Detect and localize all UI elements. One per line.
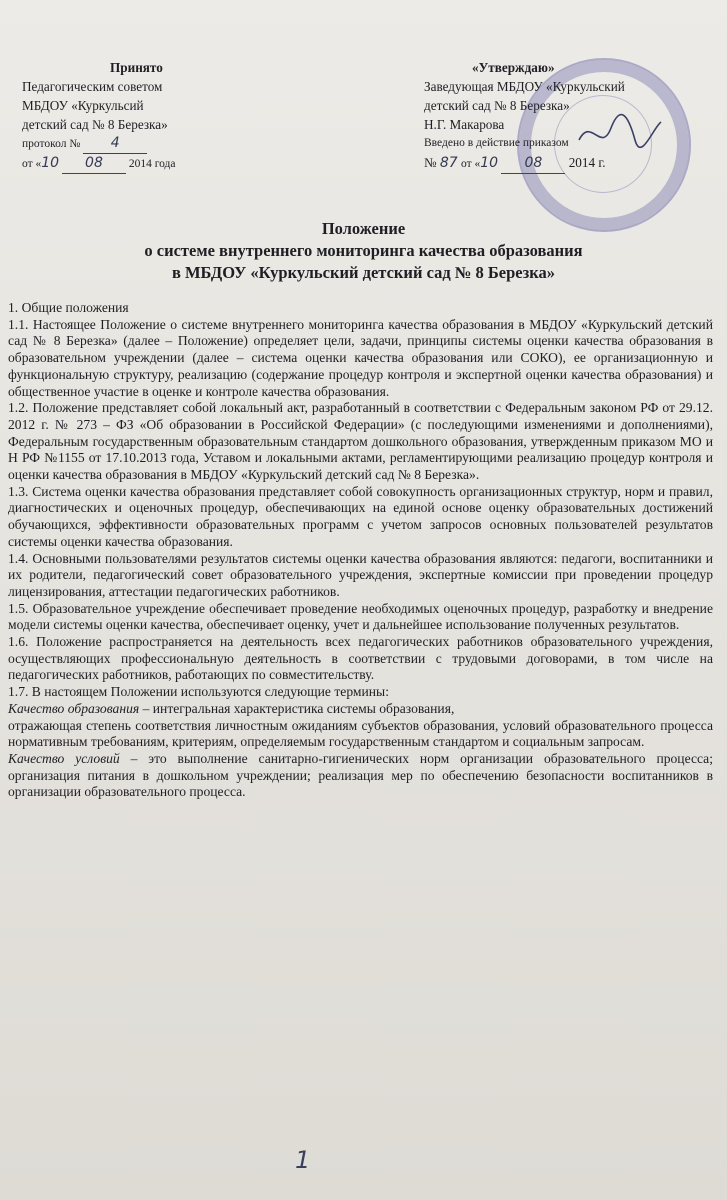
term-1-name: Качество образования: [8, 700, 140, 716]
section-1-title: 1. Общие положения: [8, 300, 129, 315]
order-day: 10: [480, 155, 499, 171]
term-2-name: Качество условий: [8, 750, 120, 766]
order-number: 87: [439, 155, 458, 171]
page-number: 1: [295, 1146, 311, 1174]
approval-order-line: Введено в действие приказом: [424, 137, 569, 149]
paragraph-1-2: 1.2. Положение представляет собой локальный акт, разработанный в соответствии с Федеральным законом РФ от 29.12. 2012 г. № 273 – ФЗ «Об образовании в Российской Федерации» (с последующими изменениями и дополнениями), Федеральным государственным образовательным стандартом дошкольного образования, утвержденным приказом МО и Н РФ №1155 от 17.10.2013 года, Уставом и локальными актами, регламентирующими реализацию процедур контроля и оценки качества образования в МБДОУ «Куркульский детский сад № 8 Березка».: [8, 400, 713, 483]
paragraph-1-7: 1.7. В настоящем Положении используются следующие термины:: [8, 684, 389, 700]
term-2-line: [8, 751, 713, 801]
title-line-1: Положение: [321, 219, 406, 238]
order-year: 2014 г.: [568, 155, 606, 170]
protocol-line: [22, 134, 302, 154]
protocol-date-month: 08: [62, 154, 126, 174]
approval-line-1: Заведующая МБДОУ «Куркульский: [424, 79, 625, 94]
protocol-date-line: [22, 154, 302, 174]
paragraph-1-4: 1.4. Основными пользователями результатов системы оценки качества образования являются: педагоги, воспитанники и их родители, педагогический совет образовательного учреждения, экспертные комиссии при проведении процедур лицензирования, аттестации педагогических работников.: [8, 550, 713, 599]
approval-order-number-line: [424, 153, 724, 174]
title-line-3: в МБДОУ «Куркульский детский сад № 8 Березка»: [171, 263, 556, 282]
protocol-label: протокол №: [22, 138, 81, 150]
protocol-number: 4: [83, 134, 147, 154]
header-approval-block: [424, 58, 724, 174]
term-2-def: – это выполнение санитарно-гигиенических норм организации образовательного процесса; организация питания в дошкольном учреждении; реализация мер по обеспечению безопасности воспитанников в организации образовательного процесса.: [8, 750, 713, 800]
accepted-line-2: МБДОУ «Куркульсий: [22, 98, 144, 113]
order-month: 08: [501, 154, 565, 174]
order-from: от «: [461, 158, 481, 170]
protocol-date-day: 10: [41, 155, 60, 171]
protocol-date-prefix: от «: [22, 158, 42, 170]
title-line-2: о системе внутреннего мониторинга качества образования: [144, 241, 583, 260]
paragraph-1-5: 1.5. Образовательное учреждение обеспечивает проведение необходимых оценочных процедур, разработку и внедрение модели системы оценки качества, обеспечивает оценку, учет и дальнейшее использование полученных результатов.: [8, 600, 713, 633]
accepted-title: Принято: [110, 60, 163, 75]
paragraph-1-3: 1.3. Система оценки качества образования представляет собой совокупность организационных структур, норм и правил, диагностических и оценочных процедур, обеспечивающих на единой основе оценку образовательных достижений обучающихся, эффективности образовательных программ с учетом запросов основных пользователей результатов системы оценки качества образования.: [8, 483, 713, 549]
term-1-definition: отражающая степень соответствия личностным ожиданиям субъектов образования, условий образовательного процесса нормативным требованиям, критериям, определяемым государственным стандартом и социальным запросам.: [8, 717, 713, 750]
approval-signer: Н.Г. Макарова: [424, 117, 505, 132]
approval-line-2: детский сад № 8 Березка»: [424, 98, 570, 113]
accepted-line-1: Педагогическим советом: [22, 79, 163, 94]
document-body: [8, 300, 713, 801]
paragraph-1-6: 1.6. Положение распространяется на деятельность всех педагогических работников образовательного учреждения, осуществляющих профессиональную деятельность в соответствии с трудовыми договорами, в том числе на педагогических работников, работающих по совместительству.: [8, 634, 713, 683]
approval-title: «Утверждаю»: [472, 60, 555, 75]
document-title: [0, 218, 727, 284]
paragraph-1-1: 1.1. Настоящее Положение о системе внутреннего мониторинга качества образования в МБДОУ «Куркульский детский сад № 8 Березка» (далее – Положение) определяет цели, задачи, принципы системы оценки качества образования в образовательном учреждении (далее – система оценки качества образования или СОКО), ее организационную и функциональную структуру, реализацию (содержание процедур контроля и экспертной оценки качества образования) и общественное участие в оценке и контроле качества образования.: [8, 316, 713, 399]
accepted-line-3: детский сад № 8 Березка»: [22, 117, 168, 132]
term-1-line: [8, 701, 713, 718]
protocol-date-suffix: 2014 года: [128, 158, 176, 170]
header-accepted-block: [22, 58, 302, 174]
term-1-def-start: – интегральная характеристика системы образования,: [139, 700, 455, 716]
order-prefix: №: [424, 155, 437, 170]
